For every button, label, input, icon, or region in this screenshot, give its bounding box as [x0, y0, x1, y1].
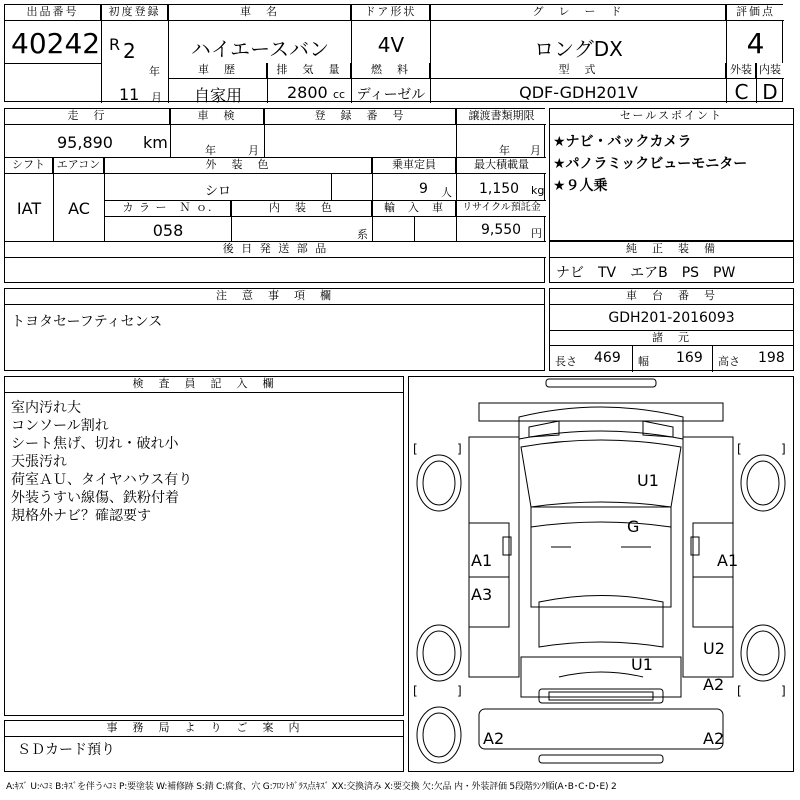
displacement: 2800 — [287, 83, 328, 102]
damage-mark-a1-left: A1 — [471, 551, 493, 570]
equipment-value: ナビ TV エアB PS PW — [556, 265, 736, 281]
history-label: 車 歴 — [169, 63, 267, 79]
office-notes — [4, 720, 404, 772]
equipment-label: 純 正 装 備 — [550, 242, 793, 258]
length-label: 長さ — [555, 355, 577, 368]
plate-label: 登 録 番 号 — [265, 109, 456, 125]
color-number-label: カ ラ ー Ｎ ｏ. — [105, 201, 231, 217]
height: 198 — [758, 350, 785, 366]
damage-mark-a2-bottom-right: A2 — [703, 729, 725, 748]
sales-points — [549, 108, 794, 241]
reg-year: 2 — [123, 39, 136, 63]
era: R — [109, 35, 121, 54]
svg-text:]: ] — [457, 442, 462, 456]
inspector-line-2: コンソール割れ — [11, 418, 109, 434]
chassis-specs — [549, 288, 794, 371]
score-label: 評価点 — [727, 5, 784, 21]
interior-label: 内装 — [756, 63, 784, 79]
mileage-label: 走 行 — [5, 109, 170, 125]
equipment — [549, 241, 794, 283]
aircon-label: エアコン — [54, 158, 104, 174]
lot-number: 40242 — [11, 27, 101, 60]
displacement-unit: cc — [333, 88, 346, 101]
legend-footer: A:ｷｽﾞ U:ﾍｺﾐ B:ｷｽﾞを伴うﾍｺﾐ P:要塗装 W:補修跡 S:錆 C:腐食、穴 G:ﾌﾛﾝﾄｶﾞﾗｽ点ｷｽﾞ XX:交換済み X:要交換 欠:欠品 内・外装評価 5段階ﾗﾝｸ順(A･B･C･D･E) 2 — [6, 782, 617, 792]
grade-label: グ レ ー ド — [431, 5, 726, 21]
model-label: 型 式 — [431, 63, 726, 79]
svg-text:]: ] — [781, 684, 786, 698]
damage-mark-a2-bottom-left: A2 — [483, 729, 505, 748]
fuel: ディーゼル — [356, 87, 426, 103]
inspector-line-6: 外装うすい線傷、鉄粉付着 — [11, 490, 179, 506]
sales-point-1: ★ナビ・バックカメラ — [553, 134, 692, 150]
year-unit: 年 — [149, 65, 160, 78]
score: 4 — [746, 27, 765, 60]
width-label: 幅 — [638, 355, 649, 368]
color-number: 058 — [152, 221, 184, 240]
length: 469 — [594, 350, 621, 366]
fuel-label: 燃 料 — [352, 63, 430, 79]
lot-label: 出品番号 — [5, 5, 101, 21]
svg-text:[: [ — [413, 684, 418, 698]
office-label: 事 務 局 よ り ご 案 内 — [5, 721, 403, 737]
damage-diagram — [408, 376, 794, 772]
details-block — [4, 108, 545, 283]
car-name: ハイエースバン — [190, 37, 330, 61]
inspector-line-5: 荷室ＡＵ、タイヤハウス有り — [11, 472, 193, 488]
mileage-unit: km — [143, 133, 168, 152]
svg-text:[: [ — [737, 442, 742, 456]
damage-mark-u1-top: U1 — [637, 471, 659, 490]
inspector-line-4: 天張汚れ — [11, 454, 67, 470]
inspection-month-unit: 月 — [248, 144, 259, 157]
inspection-label: 車 検 — [171, 109, 264, 125]
recycle-label: リサイクル預託金 — [457, 201, 546, 217]
recycle: 9,550 — [481, 222, 522, 238]
color: シロ — [204, 184, 231, 199]
delivery-label: 後 日 発 送 部 品 — [5, 242, 546, 258]
transfer-label: 譲渡書類期限 — [457, 109, 546, 125]
name-label: 車 名 — [169, 5, 351, 21]
interior-grade: D — [762, 80, 778, 104]
inspection-year-unit: 年 — [205, 144, 216, 157]
interior-color-unit: 系 — [357, 228, 368, 241]
damage-mark-a1-right: A1 — [717, 551, 739, 570]
damage-mark-u1-bottom: U1 — [631, 655, 653, 674]
specs-label: 諸 元 — [550, 330, 793, 346]
inspector-label: 検 査 員 記 入 欄 — [5, 377, 403, 393]
svg-text:[: [ — [413, 442, 418, 456]
svg-text:]: ] — [457, 684, 462, 698]
svg-text:]: ] — [781, 442, 786, 456]
damage-mark-a3: A3 — [471, 585, 493, 604]
damage-mark-a2-right: A2 — [703, 675, 725, 694]
exterior-label: 外装 — [727, 63, 756, 79]
sales-point-2: ★パノラミックビューモニター — [553, 156, 748, 172]
inspector-notes — [4, 376, 404, 716]
door-type: 4V — [377, 33, 405, 57]
inspector-line-7: 規格外ナビ？確認要す — [11, 508, 151, 524]
mileage: 95,890 — [57, 133, 113, 152]
shift-label: シフト — [5, 158, 53, 174]
notes-label: 注 意 事 項 欄 — [5, 289, 544, 305]
aircon: AC — [68, 199, 90, 218]
displacement-label: 排 気 量 — [268, 63, 351, 79]
exterior-grade: C — [734, 80, 749, 104]
chassis-label: 車 台 番 号 — [550, 289, 793, 305]
capacity-label: 乗車定員 — [373, 158, 456, 174]
header-block — [4, 4, 783, 105]
sales-point-3: ★９人乗 — [553, 178, 608, 194]
shift: IAT — [16, 199, 42, 218]
model-code: QDF-GDH201V — [519, 83, 638, 102]
inspector-line-3: シート焦げ、切れ・破れ小 — [11, 436, 179, 452]
load: 1,150 — [479, 181, 520, 197]
damage-mark-u2: U2 — [703, 639, 725, 658]
notes — [4, 288, 545, 371]
transfer-month-unit: 月 — [530, 144, 541, 157]
import-label: 輸 入 車 — [373, 201, 456, 217]
inspector-line-1: 室内汚れ大 — [11, 400, 81, 416]
van-outline-diagram — [409, 377, 793, 771]
svg-text:[: [ — [737, 684, 742, 698]
grade: ロングDX — [534, 37, 623, 61]
chassis-number: GDH201-2016093 — [608, 310, 735, 326]
capacity: 9 — [419, 181, 428, 197]
doors-label: ドア形状 — [352, 5, 430, 21]
height-label: 高さ — [718, 355, 740, 368]
capacity-unit: 人 — [441, 186, 452, 199]
recycle-unit: 円 — [531, 227, 542, 240]
damage-mark-g: G — [627, 517, 640, 536]
first-reg-label: 初度登録 — [102, 5, 168, 21]
month-unit: 月 — [151, 91, 162, 104]
history: 自家用 — [193, 86, 242, 105]
width: 169 — [676, 350, 703, 366]
office-value: ＳＤカード預り — [17, 742, 115, 758]
reg-month: 11 — [119, 85, 140, 104]
sales-label: セールスポイント — [550, 109, 793, 125]
transfer-year-unit: 年 — [499, 144, 510, 157]
color-label: 外 装 色 — [105, 158, 372, 174]
notes-value: トヨタセーフティセンス — [11, 314, 163, 330]
load-label: 最大積載量 — [457, 158, 546, 174]
interior-color-label: 内 装 色 — [232, 201, 372, 217]
load-unit: kg — [531, 184, 545, 197]
